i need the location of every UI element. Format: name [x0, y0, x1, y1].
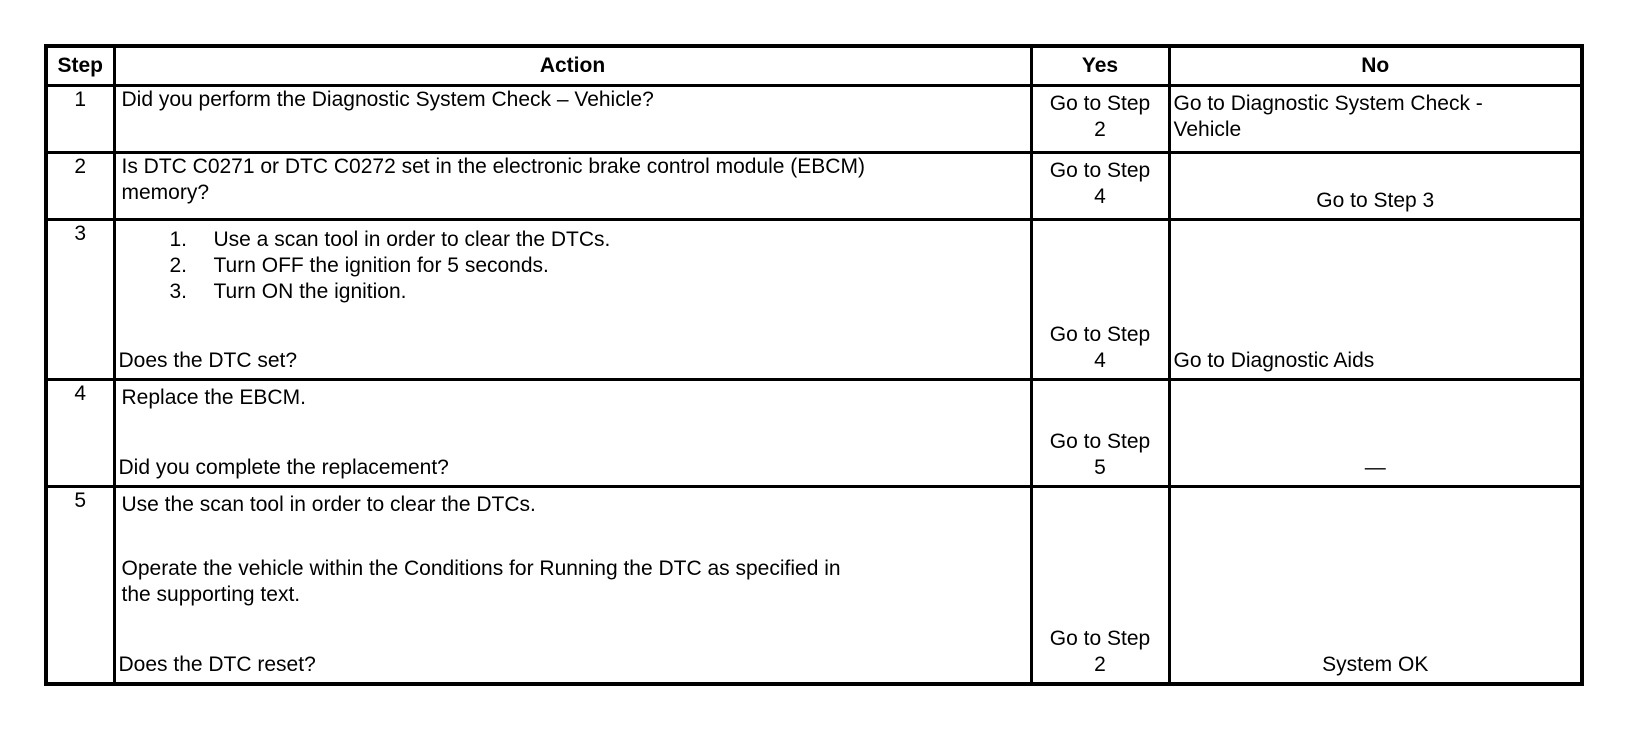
no-text: System OK [1322, 653, 1429, 676]
substep-number: 1. [169, 228, 188, 251]
action-text: the supporting text. [121, 583, 301, 606]
substep-text: Turn OFF the ignition for 5 seconds. [213, 254, 549, 277]
action-cell [114, 380, 1031, 487]
action-cell [114, 86, 1031, 153]
no-text [1174, 91, 1578, 143]
yes-line-1: Go to Step [1049, 323, 1151, 346]
step-number: 5 [46, 487, 114, 685]
action-cell [114, 487, 1031, 685]
diagnostic-table [44, 44, 1584, 686]
yes-text [1033, 91, 1168, 143]
no-text: Go to Step 3 [1316, 189, 1435, 212]
yes-line-2: 4 [1094, 349, 1106, 372]
substep-list [119, 227, 1027, 305]
table-row [46, 380, 1582, 487]
no-line-2: Vehicle [1173, 118, 1242, 141]
yes-line-2: 4 [1094, 185, 1106, 208]
list-item [169, 227, 1027, 253]
yes-cell [1031, 153, 1169, 220]
no-text: — [1364, 456, 1386, 479]
header-row [46, 46, 1582, 86]
header-yes: Yes [1031, 46, 1169, 86]
no-cell [1169, 380, 1582, 487]
yes-cell [1031, 380, 1169, 487]
yes-text [1033, 322, 1168, 374]
table-row [46, 487, 1582, 685]
action-text: Did you perform the Diagnostic System Check – Vehicle? [121, 88, 654, 111]
question-text: Does the DTC set? [118, 349, 298, 372]
action-text: memory? [121, 181, 210, 204]
action-text: Operate the vehicle within the Conditions for Running the DTC as specified in [121, 557, 841, 580]
yes-text [1033, 158, 1168, 210]
question-text: Did you complete the replacement? [118, 456, 449, 479]
question-text: Does the DTC reset? [118, 653, 316, 676]
list-item [169, 253, 1027, 279]
action-text: Use the scan tool in order to clear the DTCs. [121, 493, 536, 516]
step-number: 2 [46, 153, 114, 220]
substep-text: Use a scan tool in order to clear the DTCs. [213, 228, 611, 251]
no-cell [1169, 487, 1582, 685]
no-cell [1169, 153, 1582, 220]
substep-number: 3. [169, 280, 188, 303]
header-no: No [1169, 46, 1582, 86]
yes-line-1: Go to Step [1049, 627, 1151, 650]
no-cell [1169, 220, 1582, 380]
step-number: 4 [46, 380, 114, 487]
yes-line-1: Go to Step [1049, 92, 1151, 115]
yes-cell [1031, 220, 1169, 380]
no-text: Go to Diagnostic Aids [1173, 349, 1375, 372]
yes-line-2: 2 [1094, 653, 1106, 676]
yes-line-2: 2 [1094, 118, 1106, 141]
list-item [169, 279, 1027, 305]
no-line-1: Go to Diagnostic System Check - [1173, 92, 1483, 115]
table-row [46, 153, 1582, 220]
yes-text [1033, 429, 1168, 481]
step-number: 1 [46, 86, 114, 153]
yes-line-2: 5 [1094, 456, 1106, 479]
yes-text [1033, 626, 1168, 678]
yes-line-1: Go to Step [1049, 159, 1151, 182]
no-cell [1169, 86, 1582, 153]
yes-line-1: Go to Step [1049, 430, 1151, 453]
action-cell [114, 220, 1031, 380]
step-number: 3 [46, 220, 114, 380]
table-row [46, 220, 1582, 380]
action-text: Is DTC C0271 or DTC C0272 set in the electronic brake control module (EBCM) [121, 155, 865, 178]
yes-cell [1031, 487, 1169, 685]
action-cell [114, 153, 1031, 220]
yes-cell [1031, 86, 1169, 153]
action-text: Replace the EBCM. [121, 386, 306, 409]
header-step: Step [46, 46, 114, 86]
substep-text: Turn ON the ignition. [213, 280, 407, 303]
header-action: Action [114, 46, 1031, 86]
substep-number: 2. [169, 254, 188, 277]
table-row [46, 86, 1582, 153]
